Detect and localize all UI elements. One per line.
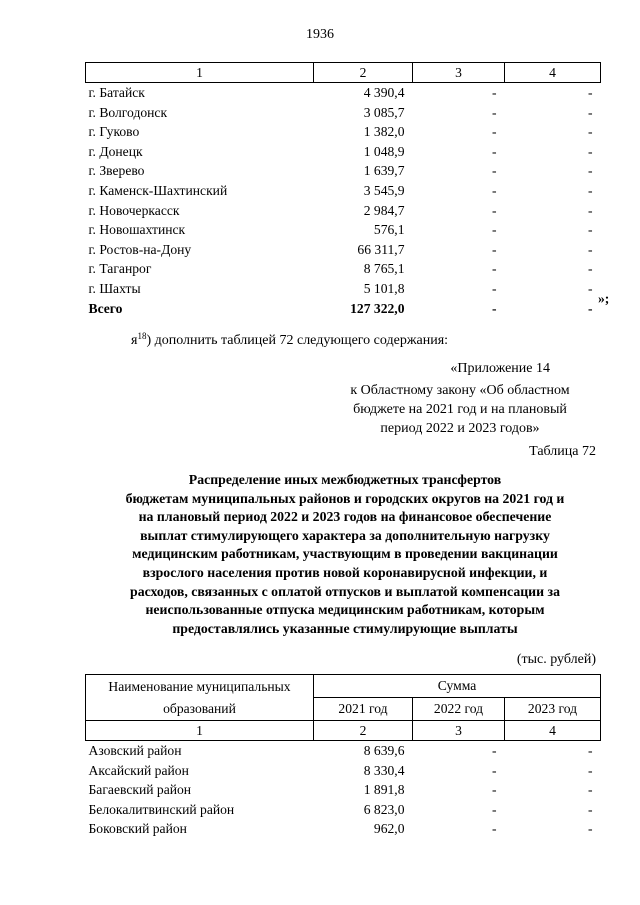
row-value-2021: 5 101,8 bbox=[363, 280, 405, 296]
table-row bbox=[86, 201, 601, 221]
row-value-2022: - bbox=[491, 202, 497, 218]
table-numbers-row bbox=[86, 721, 601, 741]
amendment-prefix: я bbox=[131, 333, 138, 348]
row-value-2023: - bbox=[587, 782, 593, 798]
row-value-2021: 127 322,0 bbox=[350, 300, 405, 316]
table-row bbox=[86, 279, 601, 299]
row-name: Аксайский район bbox=[88, 762, 189, 778]
row-name: г. Ростов-на-Дону bbox=[88, 241, 192, 257]
row-name: Всего bbox=[88, 300, 123, 316]
column-number-2: 2 bbox=[314, 721, 413, 741]
row-name: Багаевский район bbox=[88, 782, 192, 798]
column-number-4: 4 bbox=[505, 721, 601, 741]
column-year-2022: 2022 год bbox=[413, 698, 505, 721]
row-value-2022: - bbox=[491, 143, 497, 159]
row-value-2021: 4 390,4 bbox=[363, 85, 405, 100]
row-value-2022: - bbox=[491, 280, 497, 296]
table-row bbox=[86, 761, 601, 781]
row-value-2021: 1 639,7 bbox=[363, 163, 405, 179]
table-heading bbox=[75, 471, 615, 638]
column-number-1: 1 bbox=[86, 721, 314, 741]
row-value-2023: - bbox=[587, 85, 593, 100]
footnote-marker: 18 bbox=[137, 331, 147, 341]
row-value-2023: - bbox=[587, 202, 593, 218]
heading-line: выплат стимулирующего характера за дополнительную нагрузку bbox=[140, 527, 550, 543]
appendix-line: период 2022 и 2023 годов» bbox=[380, 421, 540, 436]
row-value-2022: - bbox=[491, 124, 497, 140]
row-value-2023: - bbox=[587, 300, 593, 316]
row-value-2021: 8 330,4 bbox=[363, 762, 405, 778]
page-number: 1936 bbox=[306, 27, 334, 42]
row-value-2023: - bbox=[587, 222, 593, 238]
row-value-2022: - bbox=[491, 300, 497, 316]
heading-line: расходов, связанных с оплатой отпусков и выплатой компенсации за bbox=[130, 583, 560, 599]
row-value-2022: - bbox=[491, 821, 497, 837]
column-sum: Сумма bbox=[314, 675, 601, 698]
heading-line: на плановый период 2022 и 2023 годов на финансовое обеспечение bbox=[138, 509, 552, 525]
row-value-2021: 66 311,7 bbox=[357, 241, 405, 257]
row-name: г. Донецк bbox=[88, 143, 143, 159]
row-value-2023: - bbox=[587, 821, 593, 837]
heading-line: взрослого населения против новой коронавирусной инфекции, и bbox=[142, 564, 548, 580]
row-value-2022: - bbox=[491, 104, 497, 120]
row-value-2022: - bbox=[491, 163, 497, 179]
appendix-title: «Приложение 14 bbox=[450, 361, 550, 376]
row-value-2022: - bbox=[491, 85, 497, 100]
table-row bbox=[86, 259, 601, 279]
heading-line: бюджетам муниципальных районов и городских округов на 2021 год и bbox=[125, 490, 565, 506]
column-number-2: 2 bbox=[314, 63, 413, 83]
heading-line: неиспользованные отпуска медицинским работникам, которым bbox=[145, 602, 545, 618]
row-value-2021: 2 984,7 bbox=[363, 202, 405, 218]
table-label: Таблица 72 bbox=[529, 444, 596, 459]
heading-line: медицинским работникам, участвующим в проведении вакцинации bbox=[132, 546, 558, 562]
row-name: Азовский район bbox=[88, 743, 182, 758]
amendment-body: ) дополнить таблицей 72 следующего содержания: bbox=[146, 333, 449, 348]
table-row bbox=[86, 122, 601, 142]
row-name: Боковский район bbox=[88, 821, 187, 837]
row-value-2023: - bbox=[587, 241, 593, 257]
table-72 bbox=[85, 674, 601, 839]
table-row bbox=[86, 220, 601, 240]
row-value-2021: 6 823,0 bbox=[363, 801, 405, 817]
row-value-2022: - bbox=[491, 261, 497, 277]
column-year-2021: 2021 год bbox=[314, 698, 413, 721]
row-value-2023: - bbox=[587, 762, 593, 778]
row-value-2023: - bbox=[587, 182, 593, 198]
row-value-2021: 962,0 bbox=[373, 821, 405, 837]
table-header-row bbox=[86, 675, 601, 698]
row-name: Белокалитвинский район bbox=[88, 801, 235, 817]
row-value-2021: 8 765,1 bbox=[363, 261, 405, 277]
row-value-2021: 1 382,0 bbox=[363, 124, 405, 140]
table-row bbox=[86, 741, 601, 761]
table-total-row bbox=[86, 299, 601, 319]
table-row bbox=[86, 161, 601, 181]
row-name: г. Зверево bbox=[88, 163, 145, 179]
row-value-2023: - bbox=[587, 104, 593, 120]
row-value-2023: - bbox=[587, 163, 593, 179]
row-value-2022: - bbox=[491, 801, 497, 817]
table-row bbox=[86, 181, 601, 201]
row-value-2021: 1 048,9 bbox=[363, 143, 405, 159]
row-value-2021: 3 085,7 bbox=[363, 104, 405, 120]
column-number-4: 4 bbox=[505, 63, 601, 83]
table-row bbox=[86, 819, 601, 839]
units-label: (тыс. рублей) bbox=[516, 652, 596, 667]
table-closing-quote: »; bbox=[598, 291, 610, 306]
column-number-3: 3 bbox=[413, 721, 505, 741]
row-value-2021: 3 545,9 bbox=[363, 182, 405, 198]
table-row bbox=[86, 800, 601, 820]
row-value-2022: - bbox=[491, 762, 497, 778]
row-name: г. Каменск-Шахтинский bbox=[88, 182, 228, 198]
row-value-2023: - bbox=[587, 280, 593, 296]
column-year-2023: 2023 год bbox=[505, 698, 601, 721]
table-row bbox=[86, 142, 601, 162]
column-number-1: 1 bbox=[86, 63, 314, 83]
heading-line: Распределение иных межбюджетных трансфертов bbox=[188, 472, 502, 487]
row-name: г. Гуково bbox=[88, 124, 140, 140]
appendix-line: к Областному закону «Об областном bbox=[350, 383, 570, 398]
row-value-2022: - bbox=[491, 743, 497, 758]
table-row bbox=[86, 240, 601, 260]
row-name: г. Новочеркасск bbox=[88, 202, 180, 218]
appendix-reference bbox=[330, 381, 590, 438]
row-value-2023: - bbox=[587, 143, 593, 159]
amendment-text bbox=[131, 331, 448, 349]
row-value-2023: - bbox=[587, 801, 593, 817]
row-value-2022: - bbox=[491, 782, 497, 798]
row-value-2021: 8 639,6 bbox=[363, 743, 405, 758]
appendix-line: бюджете на 2021 год и на плановый bbox=[353, 402, 567, 417]
column-number-3: 3 bbox=[413, 63, 505, 83]
row-name: г. Волгодонск bbox=[88, 104, 168, 120]
row-value-2023: - bbox=[587, 743, 593, 758]
row-name: г. Батайск bbox=[88, 85, 145, 100]
row-name: г. Таганрог bbox=[88, 261, 152, 277]
row-value-2021: 1 891,8 bbox=[363, 782, 405, 798]
table-row bbox=[86, 83, 601, 103]
table-header-row bbox=[86, 63, 601, 83]
column-municipality-name: Наименование муниципальных образований bbox=[86, 675, 314, 721]
row-value-2022: - bbox=[491, 182, 497, 198]
row-value-2022: - bbox=[491, 241, 497, 257]
row-name: г. Новошахтинск bbox=[88, 222, 186, 238]
heading-line: предоставлялись указанные стимулирующие выплаты bbox=[172, 620, 518, 636]
table-municipal-transfers-continued bbox=[85, 62, 601, 318]
row-value-2022: - bbox=[491, 222, 497, 238]
table-row bbox=[86, 780, 601, 800]
row-value-2021: 576,1 bbox=[373, 222, 405, 238]
row-value-2023: - bbox=[587, 124, 593, 140]
table-row bbox=[86, 103, 601, 123]
row-value-2023: - bbox=[587, 261, 593, 277]
row-name: г. Шахты bbox=[88, 280, 141, 296]
